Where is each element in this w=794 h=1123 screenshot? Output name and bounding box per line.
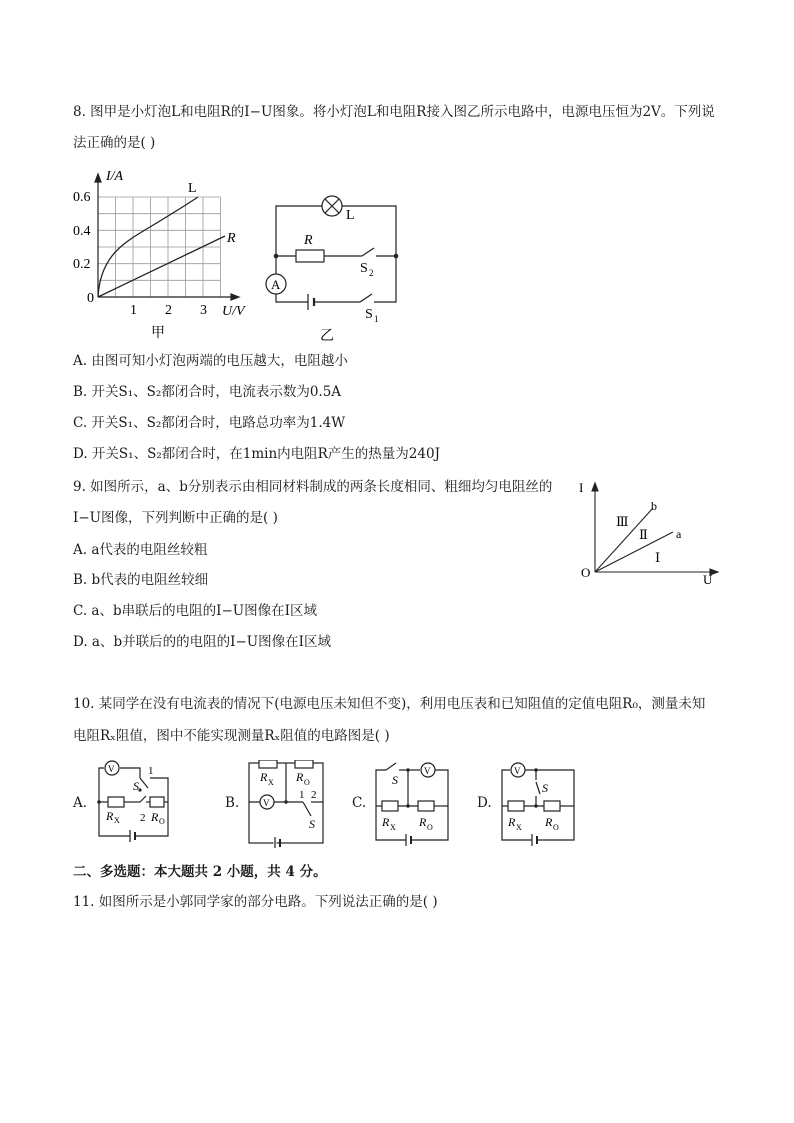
rx-d-sub: X (516, 823, 522, 832)
switch1-label: S (365, 307, 373, 322)
q8-circuit-yi (258, 190, 408, 350)
section-heading (73, 862, 327, 882)
switch-s2 (362, 248, 374, 256)
r0-a-sub: O (159, 817, 165, 826)
y-tick-0: 0 (87, 291, 94, 306)
q10-option-a-label: A. (73, 795, 88, 811)
q8-option-c: C. 开关S₁、S₂都闭合时，电路总功率为1.4W (73, 415, 346, 431)
q9-option-c: C. a、b串联后的电阻的I−U图像在Ⅰ区域 (73, 603, 317, 619)
section-heading-text: 二、多选题：本大题共 2 小题，共 4 分。 (73, 864, 327, 880)
voltmeter-a-label: V (108, 764, 115, 774)
r0-b-label: R (296, 770, 304, 784)
switch-d-label: S (542, 781, 548, 795)
x-tick-2: 2 (165, 303, 172, 318)
resistor-r (296, 250, 324, 262)
curve-r (98, 236, 225, 297)
rx-d (508, 801, 524, 811)
q9-option-d: D. a、b并联后的的电阻的I−U图像在Ⅰ区域 (73, 634, 331, 650)
rx-c-label: R (382, 815, 390, 829)
line-a (595, 532, 673, 572)
q8-stem-line2: 法正确的是( ) (73, 135, 156, 151)
rx-b (259, 760, 277, 768)
line-a-label: a (676, 527, 682, 541)
q8-graph-jia (70, 165, 260, 345)
line-b-label: b (651, 499, 657, 513)
r0-a (150, 797, 164, 807)
graph-caption: 甲 (151, 326, 165, 341)
q10-circuit-d (498, 760, 580, 848)
rx-a (108, 797, 124, 807)
pos1-a-label: 1 (148, 765, 154, 777)
r0-c (418, 801, 434, 811)
origin-label: O (581, 565, 591, 580)
q10-stem-line2: 电阻Rₓ阻值，图中不能实现测量Rₓ阻值的电路图是( ) (73, 728, 390, 744)
circuit-caption: 乙 (320, 329, 334, 344)
pos2-b-label: 2 (311, 789, 317, 801)
q9-option-a: A. a代表的电阻丝较粗 (73, 542, 208, 558)
q8-option-a: A. 由图可知小灯泡两端的电压越大，电阻越小 (73, 353, 348, 369)
switch-b-label: S (309, 817, 315, 831)
y-tick-02: 0.2 (73, 257, 91, 272)
q10-option-d-label: D. (477, 795, 492, 811)
rx-c-sub: X (390, 823, 396, 832)
switch2-sub: 2 (369, 268, 374, 278)
r0-d (544, 801, 560, 811)
q8-stem-line1: 8. 图甲是小灯泡L和电阻R的I−U图象。将小灯泡L和电阻R接入图乙所示电路中，电源电压恒为2V。下列说 (73, 104, 715, 120)
switch-s1 (360, 294, 372, 302)
rx-b-label: R (260, 770, 268, 784)
r0-c-label: R (419, 815, 427, 829)
q10-circuit-c (372, 760, 454, 848)
q10-circuit-b (245, 760, 330, 848)
lamp-label: L (346, 208, 355, 223)
axis-i-label: I (579, 480, 584, 495)
region-1: Ⅰ (655, 550, 661, 565)
q8-option-b: B. 开关S₁、S₂都闭合时，电流表示数为0.5A (73, 384, 342, 400)
q9-stem-line2: I−U图像，下列判断中正确的是( ) (73, 510, 278, 526)
curve-l-label: L (188, 181, 197, 196)
x-axis-label: U/V (222, 304, 245, 319)
voltmeter-b-label: V (263, 798, 270, 808)
region-2: Ⅱ (639, 527, 648, 542)
q11-stem-line1: 11. 如图所示是小郭同学家的部分电路。下列说法正确的是( ) (73, 894, 438, 910)
rx-c (382, 801, 398, 811)
pos1-b-label: 1 (299, 789, 305, 801)
y-axis-label: I/A (106, 169, 124, 184)
x-tick-1: 1 (130, 303, 137, 318)
y-tick-04: 0.4 (73, 224, 91, 239)
r0-d-label: R (545, 815, 553, 829)
q8-option-d: D. 开关S₁、S₂都闭合时，在1min内电阻R产生的热量为240J (73, 446, 440, 462)
switch-c-label: S (392, 773, 398, 787)
switch2-label: S (360, 261, 368, 276)
r0-b-sub: O (304, 778, 310, 787)
rx-a-label: R (106, 809, 114, 823)
q9-option-b: B. b代表的电阻丝较细 (73, 572, 209, 588)
q10-stem-line1: 10. 某同学在没有电流表的情况下(电源电压未知但不变)，利用电压表和已知阻值的定值电阻R₀，测量未知 (73, 696, 706, 712)
q10-circuit-a (94, 758, 174, 848)
pos2-a-label: 2 (140, 812, 146, 824)
switch1-sub: 1 (374, 314, 379, 324)
axis-u-label: U (703, 572, 713, 587)
q9-graph (575, 478, 725, 588)
q9-stem-line1: 9. 如图所示，a、b分别表示由相同材料制成的两条长度相同、粗细均匀电阻丝的 (73, 479, 553, 495)
curve-r-label: R (227, 231, 236, 246)
voltmeter-c-label: V (424, 766, 431, 776)
ammeter-label: A (271, 277, 281, 292)
rx-a-sub: X (114, 816, 120, 825)
r0-a-label: R (151, 810, 159, 824)
r0-d-sub: O (553, 823, 559, 832)
voltmeter-d-label: V (514, 766, 521, 776)
resistor-label: R (304, 233, 313, 248)
q10-option-c-label: C. (352, 795, 367, 811)
graph-axes (95, 174, 239, 300)
rx-d-label: R (508, 815, 516, 829)
region-3: Ⅲ (616, 514, 629, 529)
r0-b (295, 760, 313, 768)
switch-a-label: S (133, 779, 139, 793)
rx-b-sub: X (268, 778, 274, 787)
y-tick-06: 0.6 (73, 190, 91, 205)
x-tick-3: 3 (200, 303, 207, 318)
r0-c-sub: O (427, 823, 433, 832)
q10-option-b-label: B. (225, 795, 240, 811)
